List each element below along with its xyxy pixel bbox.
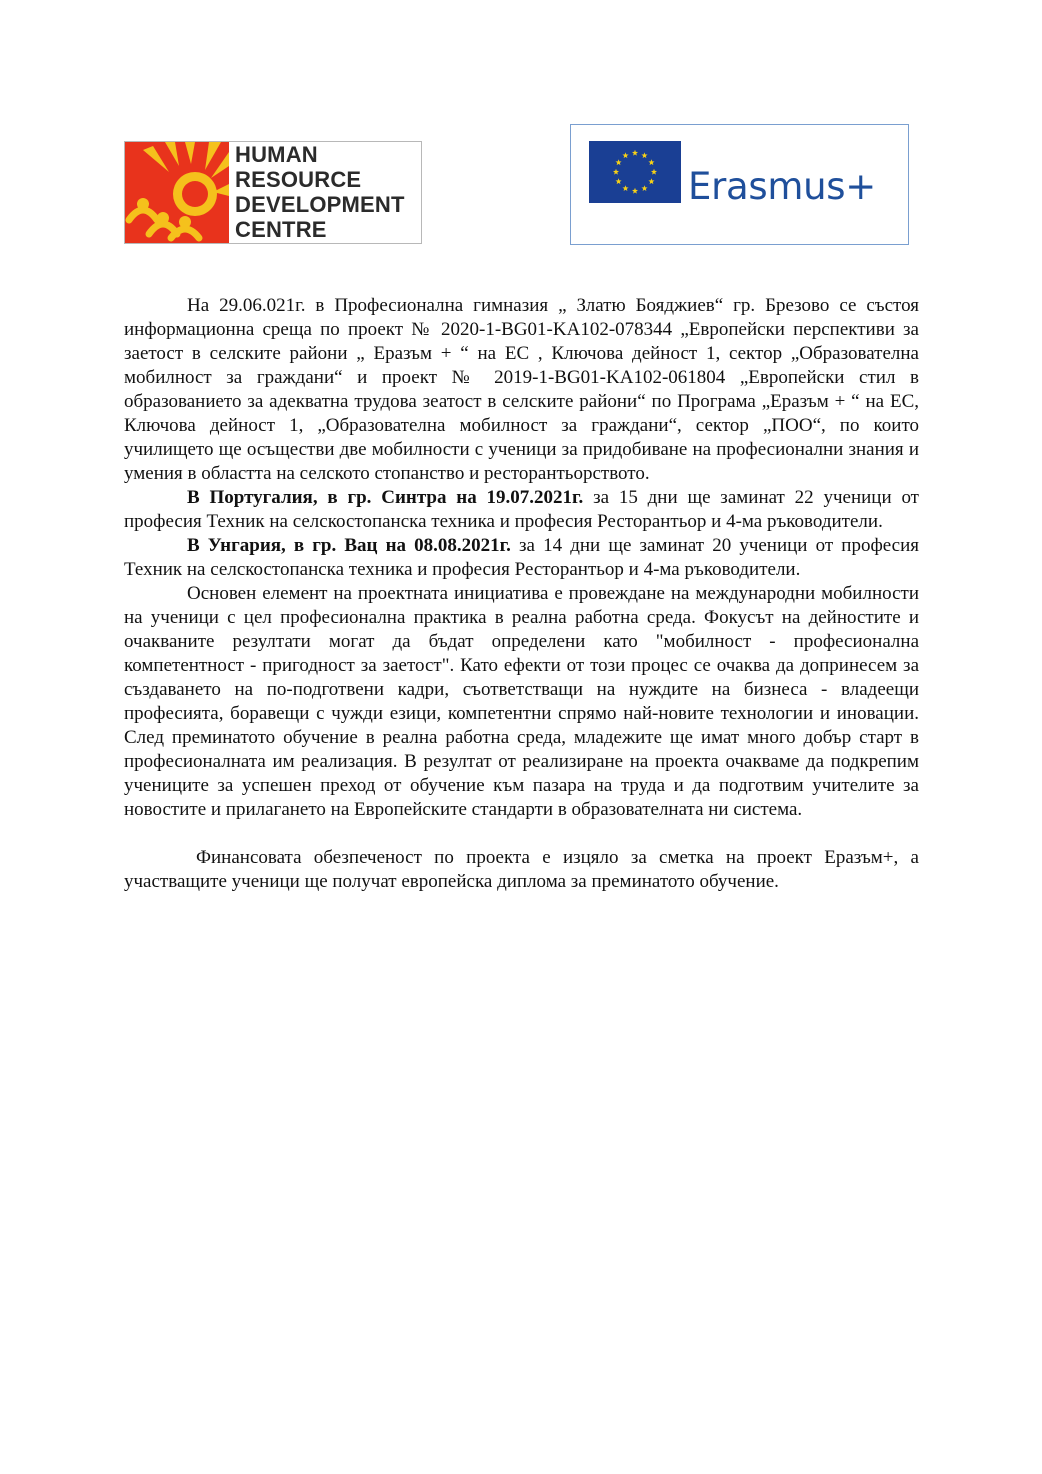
hrdc-line: RESOURCE [235, 167, 362, 192]
hrdc-logo [124, 141, 422, 244]
intro-paragraph: На 29.06.021г. в Професионална гимназия „ Златю Бояджиев“ гр. Брезово се състоя информационна среща по проект № 2020-1-BG01-KA102-078344 „Европейски перспективи за заетост в селските райони „ Еразъм + “ на ЕС , Ключова дейност 1, сектор „Образователна мобилност за граждани“ и проект № 2019-1-BG01-KA102-061804 „Европейски стил в образованието за адекватна трудова зеатост в селските райони“ по Програма „Еразъм + “ на ЕС, Ключова дейност 1, „Образователна мобилност за граждани“, сектор „ПОО“, по които училището ще осъществи две мобилности с ученици за придобиване на професионални знания и умения в областта на селското стопанство и ресторантьорството. [124, 295, 919, 484]
portugal-paragraph [124, 486, 919, 534]
hrdc-line: HUMAN [235, 142, 318, 167]
hungary-heading: В Унгария, в гр. Вац на 08.08.2021г. [187, 535, 511, 556]
objectives-paragraph: Основен елемент на проектната инициатива е провеждане на международни мобилности на ученици с цел професионална практика в реална работна среда. Фокусът на дейностите и очакваните резултати могат да бъдат определени като "мобилност - професионална компетентност - пригодност за заетост". Като ефекти от този процес се очаква да допринесем за създаването на по-подготвени кадри, съответстващи на нуждите на бизнеса - владеещи професията, боравещи с чужди езици, компетентни спрямо най-новите технологии и иновации. След преминатото обучение в реална работна среда, младежите ще имат много добър старт в професионалната им реализация. В резултат от реализиране на проекта очакваме да подкрепим учениците за успешен преход от обучение към пазара на труда и да подготвим учителите за новостите и прилагането на Европейските стандарти в образователната ни система. [124, 583, 919, 820]
eu-flag-icon [589, 141, 681, 203]
hungary-paragraph [124, 534, 919, 582]
hrdc-line: DEVELOPMENT [235, 192, 405, 217]
portugal-details: за 15 дни ще заминат 22 ученици от професия Техник на селскостопанска техника и професия Ресторантьор и 4-ма ръководители. [124, 487, 919, 532]
erasmus-logo [570, 124, 909, 245]
portugal-heading: В Португалия, в гр. Синтра на 19.07.2021г. [187, 487, 584, 508]
sun-people-icon [125, 142, 229, 243]
hrdc-logo-text [235, 142, 405, 242]
hrdc-line: CENTRE [235, 217, 327, 242]
hungary-details: за 14 дни ще заминат 20 ученици от професия Техник на селскостопанска техника и професия Ресторантьор и 4-ма ръководители. [124, 535, 919, 580]
erasmus-wordmark: Erasmus+ [688, 165, 876, 208]
announcement-text [124, 294, 919, 894]
funding-paragraph: Финансовата обезпеченост по проекта е изцяло за сметка на проект Еразъм+, а участващите ученици ще получат европейска диплома за преминатото обучение. [124, 847, 919, 892]
